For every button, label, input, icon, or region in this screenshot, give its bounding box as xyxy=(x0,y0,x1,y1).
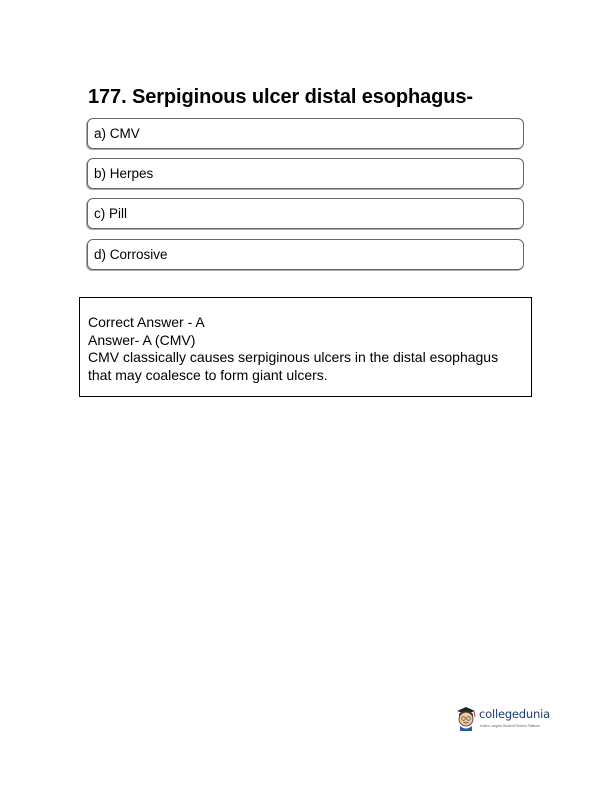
answer-line-text: Answer- A (CMV) xyxy=(88,331,196,348)
collegedunia-logo xyxy=(455,705,575,735)
option-b-label: b) Herpes xyxy=(94,166,154,181)
mascot-icon xyxy=(455,705,477,731)
logo-tagline: India's Largest Student Review Platform xyxy=(480,724,541,728)
option-c[interactable] xyxy=(87,198,524,229)
question-title: 177. Serpiginous ulcer distal esophagus- xyxy=(88,86,473,108)
option-a-label: a) CMV xyxy=(94,126,140,141)
option-a[interactable] xyxy=(87,118,524,149)
option-d-label: d) Corrosive xyxy=(94,247,168,262)
explanation-text: CMV classically causes serpiginous ulcers in the distal esophagus that may coalesce to form giant ulcers. xyxy=(88,349,499,383)
answer-box xyxy=(79,297,532,397)
correct-answer-text: Correct Answer - A xyxy=(88,314,205,330)
option-d[interactable] xyxy=(87,239,524,270)
option-b[interactable] xyxy=(87,158,524,189)
logo-text: collegedunia xyxy=(479,707,550,721)
option-c-label: c) Pill xyxy=(94,206,127,221)
